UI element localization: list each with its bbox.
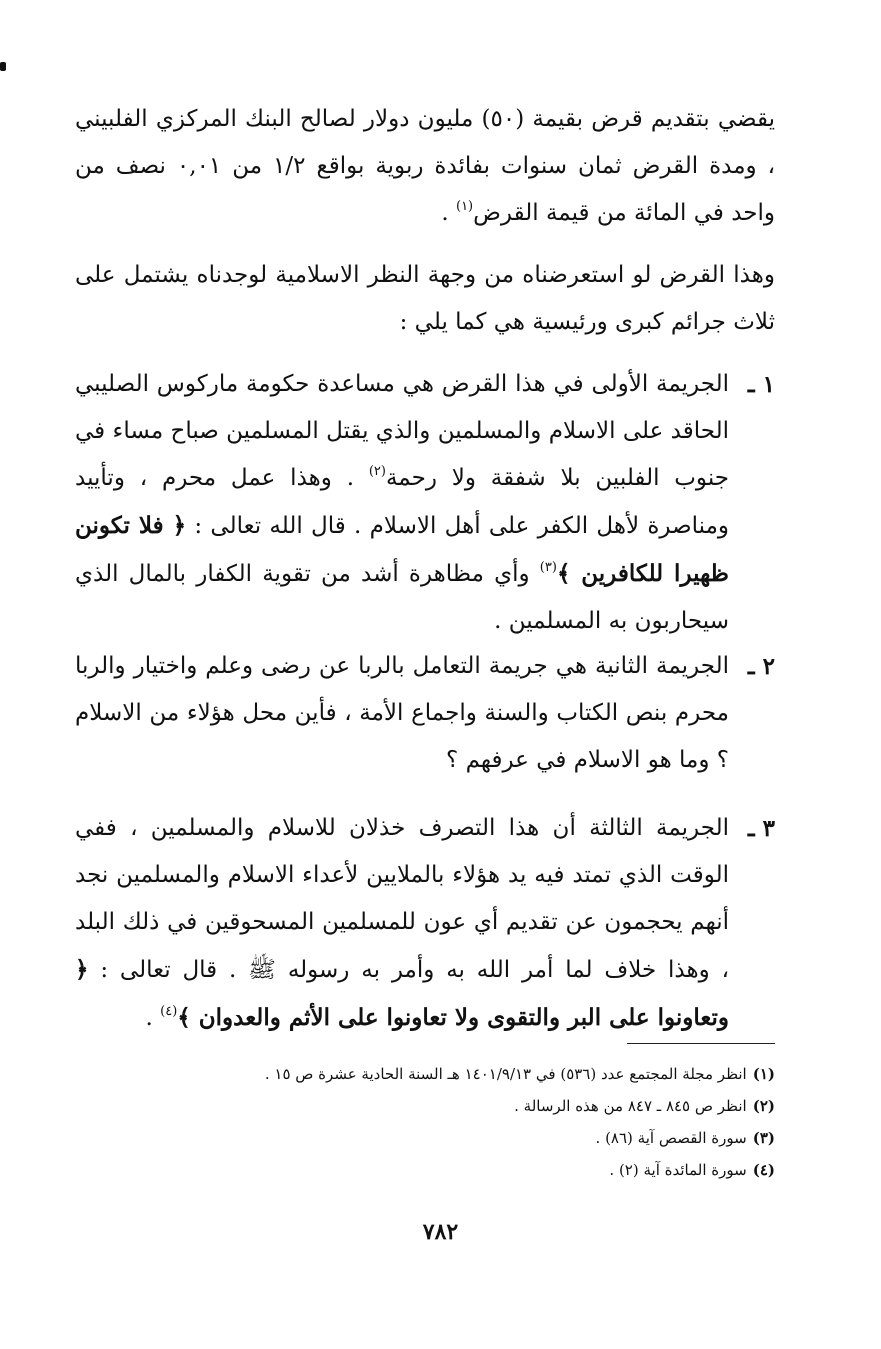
intro-paragraph xyxy=(75,96,775,237)
footnote-text: انظر مجلة المجتمع عدد (٥٣٦) في ١٤٠١/٩/١٣ هـ السنة الحادية عشرة ص ١٥ . xyxy=(264,1065,747,1083)
footnote-number: (٤) xyxy=(752,1161,775,1179)
crime-item-2-text: الجريمة الثانية هي جريمة التعامل بالربا عن رضى وعلم واختيار والربا محرم بنص الكتاب والسنة واجماع الأمة ، فأين محل هؤلاء من الاسلام ؟ وما هو الاسلام في عرفهم ؟ xyxy=(75,653,729,773)
crime-item-1-number: ١ ـ xyxy=(747,371,775,398)
crime-item-1-part-3: وأي مظاهرة أشد من تقوية الكفار بالمال الذي سيحاربون به المسلمين . xyxy=(75,561,729,634)
intro-paragraph-text: يقضي بتقديم قرض بقيمة (٥٠) مليون دولار لصالح البنك المركزي الفلبيني ، ومدة القرض ثمان سنوات بفائدة ربوية بواقع ١/٢ من ٠,٠١ نصف من واحد في المائة من قيمة القرض xyxy=(75,106,776,226)
crime-item-3-text xyxy=(75,805,729,1042)
footnote-ref-4: (٤) xyxy=(160,1004,178,1019)
footnote-item xyxy=(75,1058,775,1090)
page-number: ٧٨٢ xyxy=(422,1219,459,1245)
footnote-number: (٢) xyxy=(752,1097,775,1115)
footnote-ref-2: (٢) xyxy=(368,464,386,479)
footnote-item xyxy=(75,1154,775,1186)
footnote-divider xyxy=(627,1043,775,1044)
scan-mark xyxy=(0,62,6,71)
crime-item-3-part-1: الجريمة الثالثة أن هذا التصرف خذلان للاسلام والمسلمين ، ففي الوقت الذي تمتد فيه يد هؤلاء بالملايين لأعداء الاسلام والمسلمين نجد أنهم يحجمون عن تقديم أي عون للمسلمين المسحوقين في ذلك البلد ، وهذا خلاف لما أمر الله به وأمر به رسوله ﷺ . قال تعالى : xyxy=(75,815,729,983)
crime-item-1-part-2: . وهذا عمل محرم ، وتأييد ومناصرة لأهل الكفر على أهل الاسلام . قال الله تعالى : xyxy=(75,465,729,539)
crime-item-3 xyxy=(75,805,775,1042)
footnotes-list xyxy=(75,1058,775,1186)
crime-item-2 xyxy=(75,643,775,784)
intro-paragraph-tail: . xyxy=(441,200,456,226)
crime-item-1 xyxy=(75,361,775,645)
crime-item-1-text xyxy=(75,361,729,645)
crimes-intro-paragraph: وهذا القرض لو استعرضناه من وجهة النظر الاسلامية لوجدناه يشتمل على ثلاث جرائم كبرى ورئيسية هي كما يلي : xyxy=(75,262,775,335)
footnote-text: سورة المائدة آية (٢) . xyxy=(609,1161,747,1179)
crime-item-2-number: ٢ ـ xyxy=(747,653,775,680)
footnote-number: (٣) xyxy=(752,1129,775,1147)
quran-quote-1: ﴿ فلا تكونن ظهيرا للكافرين ﴾ xyxy=(75,512,729,587)
crime-item-1-part-1: الجريمة الأولى في هذا القرض هي مساعدة حكومة ماركوس الصليبي الحاقد على الاسلام والمسلمين والذي يقتل المسلمين صباح مساء في جنوب الفلبين بلا شفقة ولا رحمة xyxy=(75,371,729,491)
footnote-ref-3: (٣) xyxy=(539,560,557,575)
crime-item-3-tail: . xyxy=(145,1005,161,1031)
footnote-number: (١) xyxy=(752,1065,775,1083)
footnote-item xyxy=(75,1090,775,1122)
quran-quote-2: ﴿ وتعاونوا على البر والتقوى ولا تعاونوا على الأثم والعدوان ﴾ xyxy=(75,956,729,1031)
footnote-text: انظر ص ٨٤٥ ـ ٨٤٧ من هذه الرسالة . xyxy=(514,1097,747,1115)
footnote-ref-1: (١) xyxy=(455,199,474,214)
footnote-text: سورة القصص آية (٨٦) . xyxy=(595,1129,747,1147)
crime-item-3-number: ٣ ـ xyxy=(747,815,775,842)
footnote-item xyxy=(75,1122,775,1154)
